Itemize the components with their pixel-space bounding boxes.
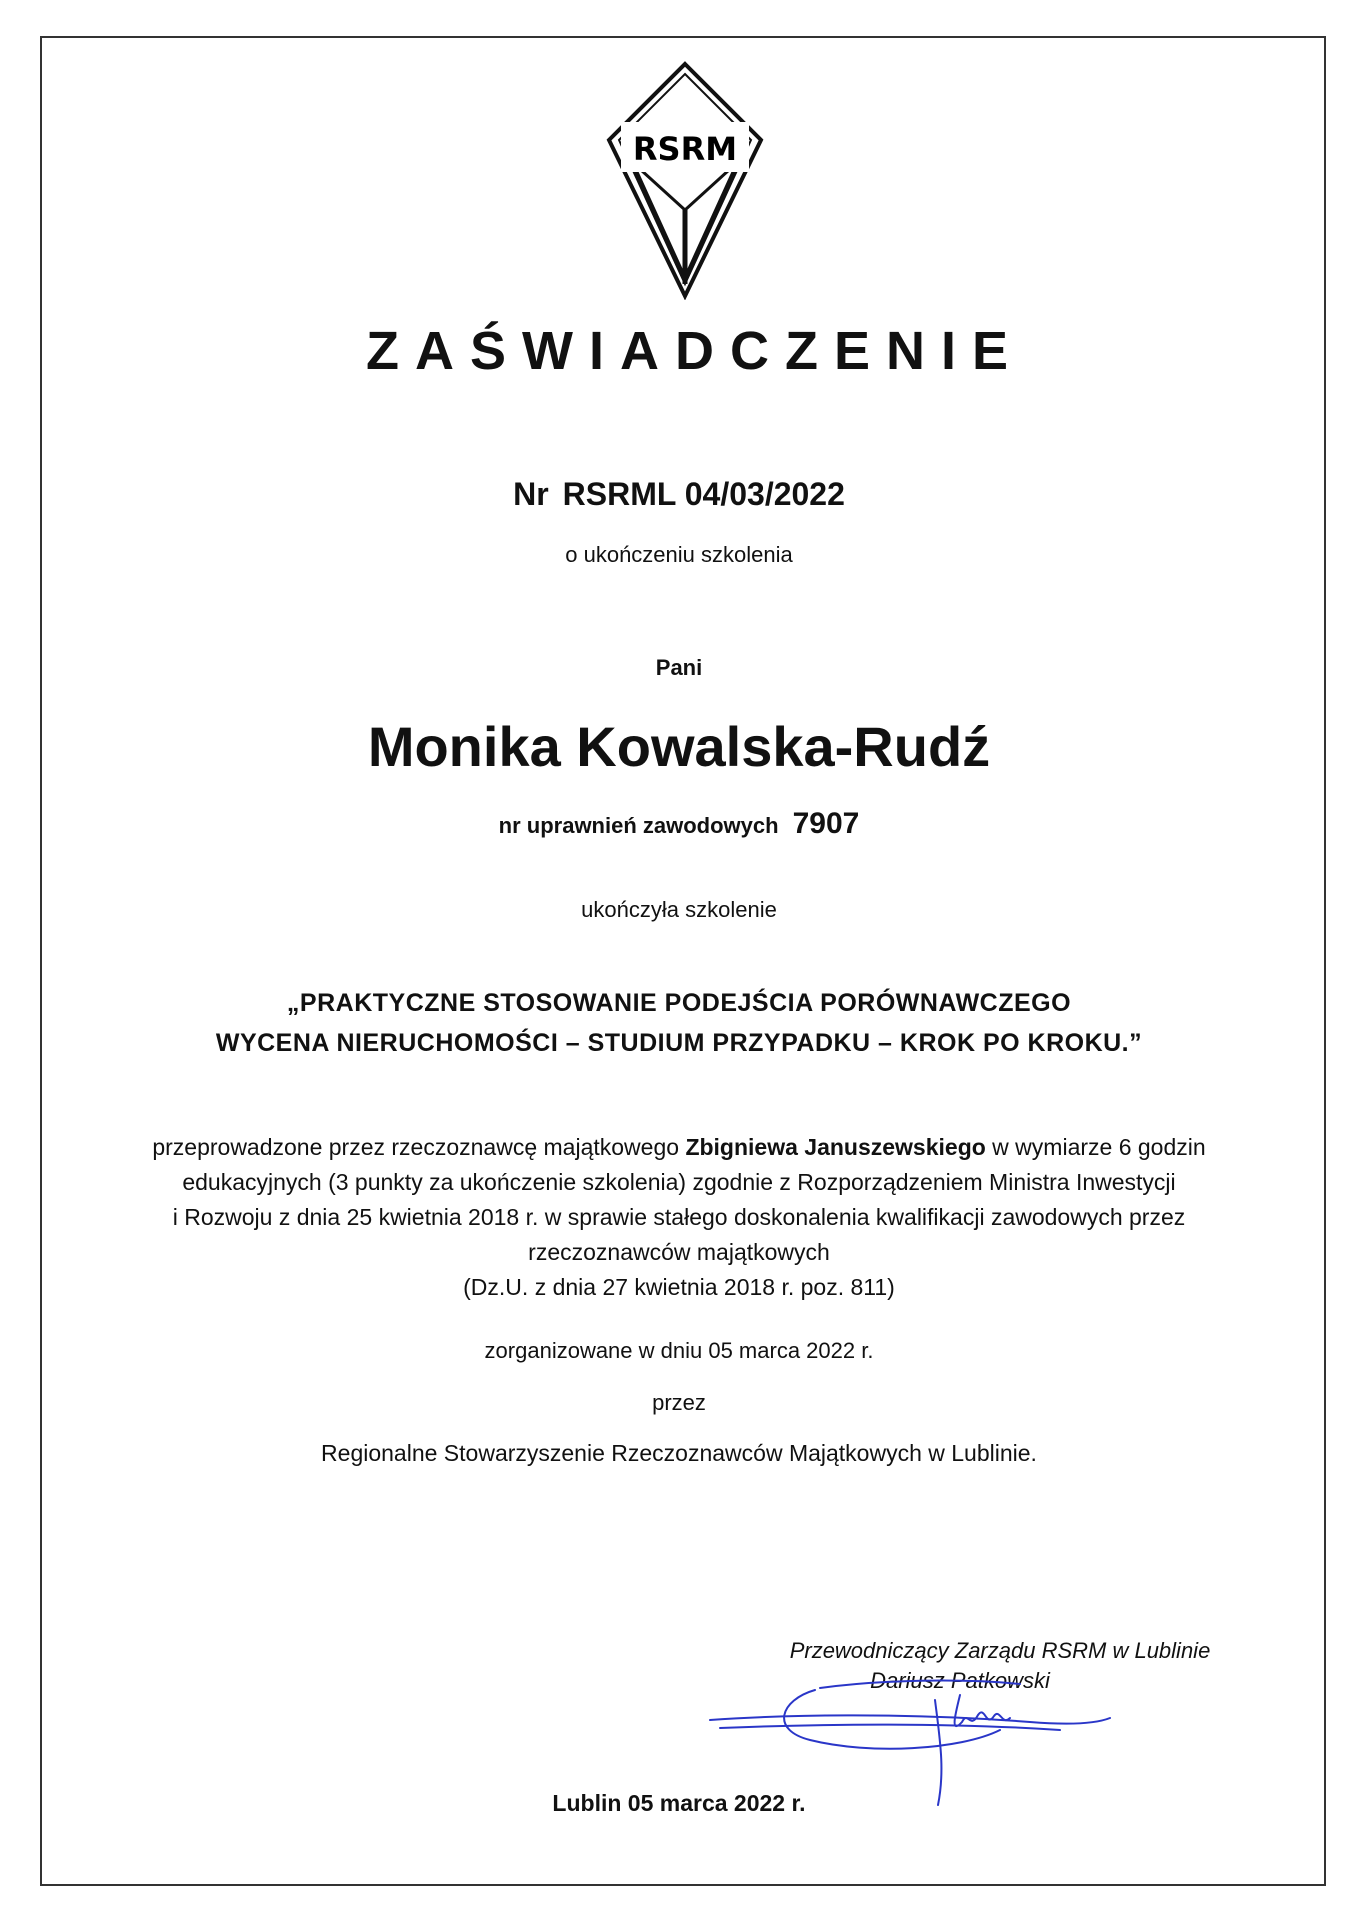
description-line-1 (0, 1130, 1358, 1165)
description-line-4: rzeczoznawców majątkowych (528, 1239, 830, 1265)
logo-text: RSRM (632, 130, 738, 168)
description-text: przeprowadzone przez rzeczoznawcę majątkowego (152, 1134, 686, 1160)
course-title-line-2: WYCENA NIERUCHOMOŚCI – STUDIUM PRZYPADKU – KROK PO KROKU.” (215, 1029, 1143, 1057)
description-line-5: (Dz.U. z dnia 27 kwietnia 2018 r. poz. 811) (463, 1274, 895, 1300)
rsrm-logo (605, 60, 765, 300)
number-value: RSRML 04/03/2022 (562, 476, 845, 512)
organizer-name: Regionalne Stowarzyszenie Rzeczoznawców Majątkowych w Lublinie. (321, 1440, 1037, 1466)
certificate-number (0, 476, 1358, 513)
certificate-subtitle: o ukończeniu szkolenia (565, 542, 793, 567)
licence-label: nr uprawnień zawodowych (498, 813, 779, 838)
signatory-role: Przewodniczący Zarządu RSRM w Lublinie (789, 1638, 1211, 1663)
instructor-name: Zbigniewa Januszewskiego (685, 1134, 986, 1160)
course-title-line-1: „PRAKTYCZNE STOSOWANIE PODEJŚCIA PORÓWNAWCZEGO (286, 989, 1072, 1017)
page-border (40, 36, 1326, 1886)
organized-date: zorganizowane w dniu 05 marca 2022 r. (484, 1338, 874, 1363)
description-line-2: edukacyjnych (3 punkty za ukończenie szkolenia) zgodnie z Rozporządzeniem Ministra Inwestycji (182, 1169, 1176, 1195)
licence-line (0, 807, 1358, 841)
course-title (0, 983, 1358, 1063)
licence-number: 7907 (792, 807, 860, 840)
description-text: w wymiarze 6 godzin (985, 1134, 1206, 1160)
recipient-name: Monika Kowalska-Rudź (367, 715, 991, 778)
description-line-3: i Rozwoju z dnia 25 kwietnia 2018 r. w sprawie stałego doskonalenia kwalifikacji zawodowych przez (172, 1204, 1186, 1230)
salutation: Pani (655, 655, 703, 680)
completed-text: ukończyła szkolenie (581, 897, 777, 922)
number-prefix: Nr (513, 476, 549, 512)
by-text: przez (652, 1390, 706, 1415)
document-title: ZAŚWIADCZENIE (366, 321, 1024, 381)
course-description (0, 1130, 1358, 1305)
place-and-date: Lublin 05 marca 2022 r. (552, 1790, 806, 1816)
signatory-name: Dariusz Patkowski (870, 1668, 1050, 1693)
